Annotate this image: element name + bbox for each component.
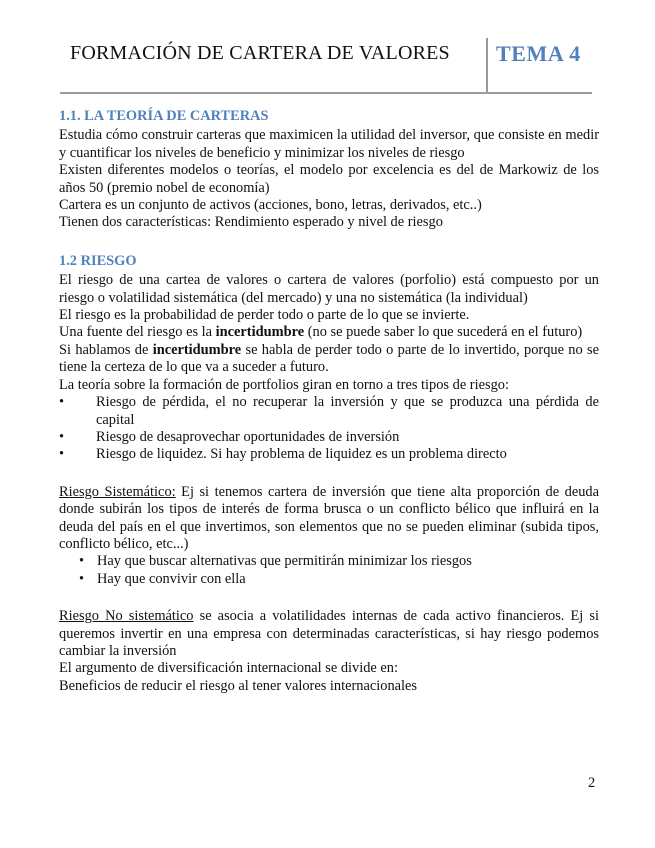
paragraph: El argumento de diversificación internacional se divide en: bbox=[59, 660, 398, 677]
bold-term: incertidumbre bbox=[215, 324, 305, 341]
term-label: Riesgo No sistemático bbox=[59, 608, 194, 625]
term-label: Riesgo Sistemático: bbox=[59, 483, 176, 500]
text-run: Ej si tenemos cartera de inversión que tiene alta proporción de deuda donde subirán los tipos de interés de forma brusca o un conflicto bélico que influirá en la deuda del país en el que invertimos, son elementos que no se pueden eliminar (subida tipos, conflicto bélico, etc...) bbox=[59, 483, 600, 552]
bullet-icon: • bbox=[79, 553, 85, 570]
chapter-label: TEMA 4 bbox=[496, 41, 581, 66]
bullet-icon: • bbox=[79, 570, 85, 587]
risk-types-list bbox=[59, 394, 599, 464]
document-title: FORMACIÓN DE CARTERA DE VALORES bbox=[70, 42, 450, 64]
paragraph: Cartera es un conjunto de activos (acciones, bono, letras, derivados, etc..) bbox=[59, 197, 482, 214]
bullet-icon: • bbox=[59, 446, 65, 463]
text-run: se habla de perder todo o parte de lo invertido, porque no se tiene la certeza de lo que va a suceder a futuro. bbox=[59, 341, 600, 376]
page-content bbox=[59, 108, 599, 695]
list-item-text: Riesgo de liquidez. Si hay problema de liquidez es un problema directo bbox=[96, 446, 507, 463]
list-item bbox=[59, 394, 599, 429]
paragraph-riesgo-no-sistematico bbox=[59, 608, 599, 660]
paragraph: El riesgo de una cartea de valores o cartera de valores (porfolio) está compuesto por un riesgo o volatilidad sistemática (del mercado) y una no sistemática (la individual) bbox=[59, 272, 599, 306]
bullet-icon: • bbox=[59, 394, 65, 411]
bullet-icon: • bbox=[59, 428, 65, 445]
section-heading-riesgo: 1.2 RIESGO bbox=[59, 252, 137, 269]
list-item-text: Hay que convivir con ella bbox=[97, 570, 246, 587]
paragraph: Existen diferentes modelos o teorías, el modelo por excelencia es del de Markowiz de los años 50 (premio nobel de economía) bbox=[59, 162, 599, 196]
list-item bbox=[59, 571, 599, 588]
bold-term: incertidumbre bbox=[152, 341, 242, 358]
paragraph bbox=[59, 324, 599, 341]
paragraph: Beneficios de reducir el riesgo al tener valores internacionales bbox=[59, 677, 418, 694]
paragraph bbox=[59, 342, 599, 377]
section-heading-teoria-carteras: 1.1. LA TEORÍA DE CARTERAS bbox=[59, 108, 269, 124]
text-run: (no se puede saber lo que sucederá en el futuro) bbox=[304, 324, 583, 341]
page-number: 2 bbox=[588, 775, 596, 791]
list-item-text: Hay que buscar alternativas que permitirán minimizar los riesgos bbox=[97, 553, 472, 570]
header-divider-vertical bbox=[486, 38, 488, 92]
list-item-text: Riesgo de desaprovechar oportunidades de inversión bbox=[96, 428, 400, 445]
list-item bbox=[59, 446, 599, 463]
list-item-text: Riesgo de pérdida, el no recuperar la inversión y que se produzca una pérdida de capital bbox=[96, 394, 599, 428]
page-header bbox=[0, 0, 655, 95]
paragraph: La teoría sobre la formación de portfolios giran en torno a tres tipos de riesgo: bbox=[59, 376, 509, 393]
list-item bbox=[59, 429, 599, 446]
text-run: Una fuente del riesgo es la bbox=[59, 324, 216, 341]
header-divider-horizontal bbox=[60, 92, 592, 94]
paragraph: El riesgo es la probabilidad de perder todo o parte de lo que se invierte. bbox=[59, 307, 470, 324]
paragraph: Tienen dos características: Rendimiento esperado y nivel de riesgo bbox=[59, 214, 443, 231]
text-run: se asocia a volatilidades internas de cada activo financieros. Ej si queremos invertir en una empresa con determinadas características, si hay riesgo podemos cambiar la inversión bbox=[59, 608, 599, 659]
list-item bbox=[59, 553, 599, 570]
sistematico-list bbox=[59, 553, 599, 588]
text-run: Si hablamos de bbox=[59, 341, 153, 358]
paragraph-riesgo-sistematico bbox=[59, 484, 599, 554]
paragraph: Estudia cómo construir carteras que maximicen la utilidad del inversor, que consiste en medir y cuantificar los niveles de beneficio y minimizar los niveles de riesgo bbox=[59, 127, 599, 161]
